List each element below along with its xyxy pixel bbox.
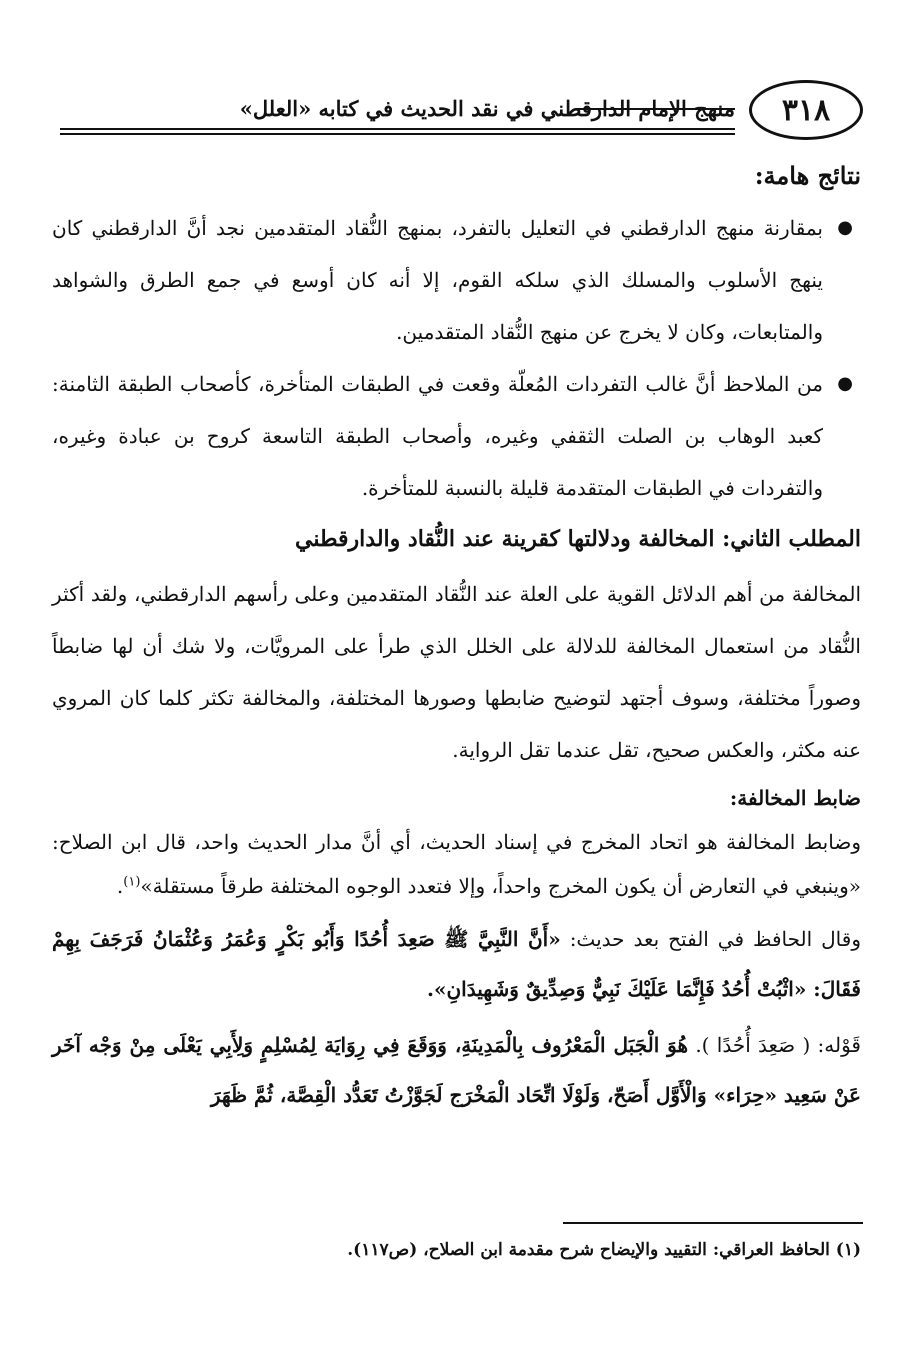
page-body <box>52 158 861 1120</box>
footnote: (١) الحافظ العراقي: التقييد والإيضاح شرح مقدمة ابن الصلاح، (ص١١٧). <box>347 1240 861 1260</box>
rule-paragraph <box>52 820 861 908</box>
hadith-text: «أَنَّ النَّبِيَّ ﷺ صَعِدَ أُحُدًا وَأَبُو بَكْرٍ وَعُمَرُ وَعُثْمَانُ فَرَجَفَ بِهِمْ فَقَالَ: «اثْبُتْ أُحُدُ فَإِنَّمَا عَلَيْكَ نَبِيٌّ وَصِدِّيقٌ وَشَهِيدَانِ». <box>52 927 861 1001</box>
bullet-icon: ● <box>837 217 853 238</box>
running-title: منهج الإمام الدارقطني في نقد الحديث في كتابه «العلل» <box>239 96 735 121</box>
bullet-icon: ● <box>837 373 853 394</box>
page-number: ٣١٨ <box>749 80 863 140</box>
rule-subheading: ضابط المخالفة: <box>729 786 861 810</box>
list-item <box>52 202 861 358</box>
section-title: المطلب الثاني: المخالفة ودلالتها كقرينة عند النُّقاد والدارقطني <box>295 526 861 552</box>
commentary-paragraph <box>52 1020 861 1120</box>
list-item-text: من الملاحظ أنَّ غالب التفردات المُعلّة وقعت في الطبقات المتأخرة، كأصحاب الطبقة الثامنة: كعبد الوهاب بن الصلت الثقفي وغيره، وأصحاب الطبقة التاسعة كروح بن عبادة وغيره، والتفردات في الطبقات المتقدمة قليلة بالنسبة للمتأخرة. <box>52 372 823 500</box>
page-header <box>50 80 863 144</box>
list-item <box>52 358 861 514</box>
commentary-text: هُوَ الْجَبَل الْمَعْرُوف بِالْمَدِينَةِ، وَوَقَعَ فِي رِوَايَة لِمُسْلِمٍ وَلِأَبِي يَعْلَى مِنْ وَجْه آخَر عَنْ سَعِيد «حِرَاء» وَالْأَوَّل أَصَحّ، وَلَوْلَا اتِّحَاد الْمَخْرَج لَجَوَّزْتُ تَعَدُّد الْقِصَّة، ثُمَّ ظَهَرَ <box>52 1033 861 1107</box>
intro-paragraph: المخالفة من أهم الدلائل القوية على العلة عند النُّقاد المتقدمين وعلى رأسهم الدارقطني، ولقد أكثر النُّقاد من استعمال المخالفة للدلالة على الخلل الذي طرأ على المرويَّات، ولا شك أن لها ضابطاً وصوراً مختلفة، وسوف أجتهد لتوضيح ضابطها وصورها المختلفة، والمخالفة تكثر كلما كان المروي عنه مكثر، والعكس صحيح، تقل عندما تقل الرواية. <box>52 582 861 762</box>
rule-text: وضابط المخالفة هو اتحاد المخرج في إسناد الحديث، أي أنَّ مدار الحديث واحد، قال ابن الصلاح: «وينبغي في التعارض أن يكون المخرج واحداً، وإلا فتعدد الوجوه المختلفة طرقاً مستقلة» <box>52 830 861 898</box>
hadith-paragraph <box>52 914 861 1014</box>
hadith-intro: وقال الحافظ في الفتح بعد حديث: <box>560 927 861 951</box>
commentary-lead: قَوْله: ( صَعِدَ أُحُدًا ). <box>688 1033 861 1057</box>
results-list <box>52 202 861 514</box>
header-double-rule <box>60 128 735 135</box>
list-item-text: بمقارنة منهج الدارقطني في التعليل بالتفرد، بمنهج النُّقاد المتقدمين نجد أنَّ الدارقطني كان ينهج الأسلوب والمسلك الذي سلكه القوم، إلا أنه كان أوسع في جمع الطرق والشواهد والمتابعات، وكان لا يخرج عن منهج النُّقاد المتقدمين. <box>52 216 823 344</box>
results-heading: نتائج هامة: <box>754 161 861 190</box>
footnote-divider <box>563 1222 863 1224</box>
rule-end: . <box>116 874 124 898</box>
footnote-marker: (١) <box>123 874 141 890</box>
